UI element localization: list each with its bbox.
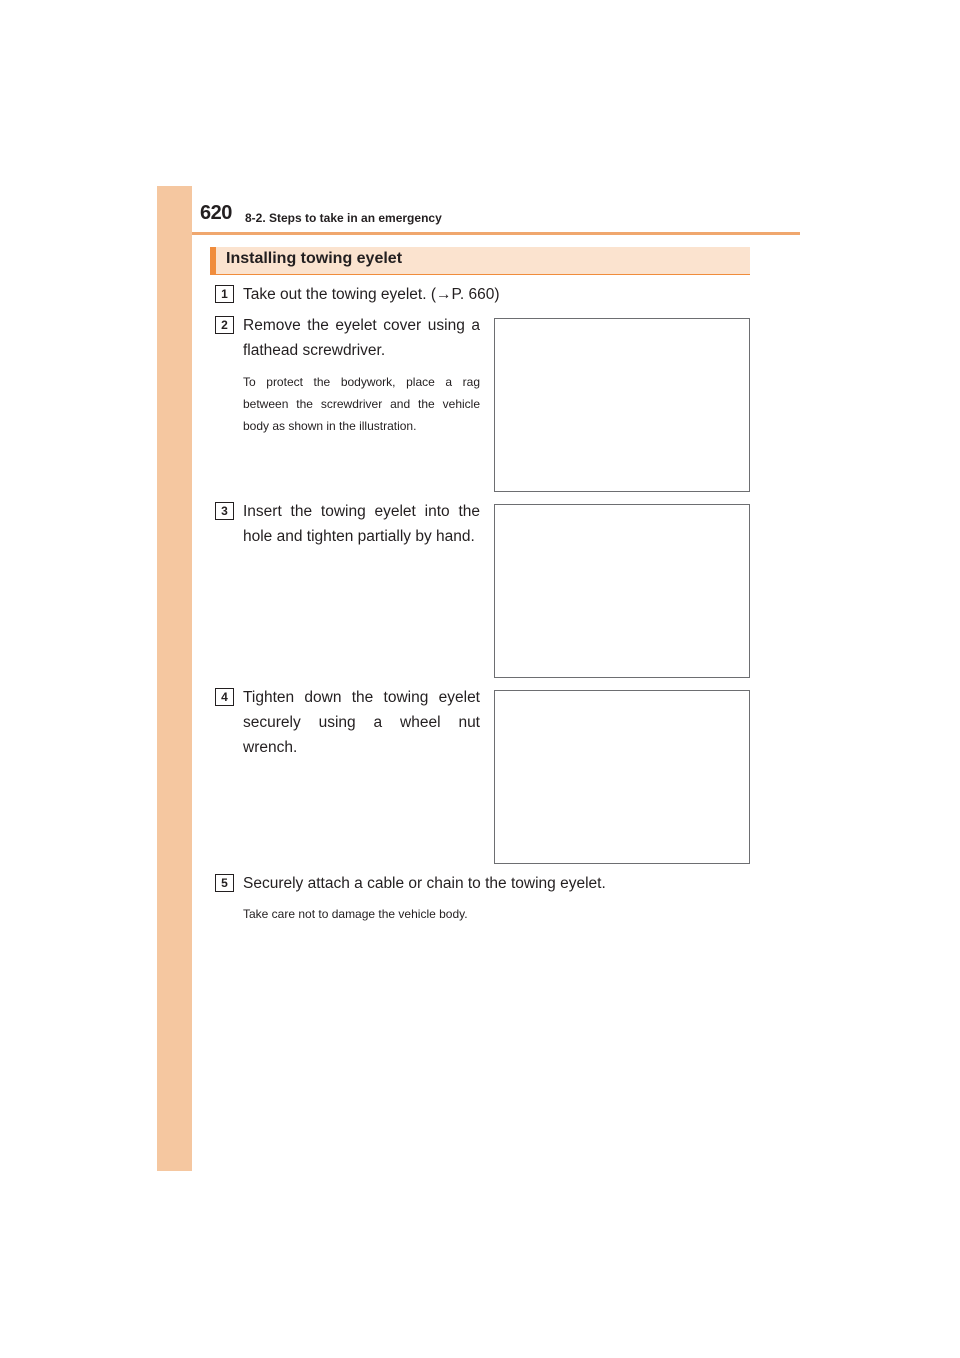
step-4-number: 4: [215, 688, 234, 706]
step-1-text: Take out the towing eyelet. (→P. 660): [243, 286, 500, 303]
step-1-number: 1: [215, 285, 234, 303]
page-number: 620: [200, 202, 232, 224]
step-2-note: To protect the bodywork, place a rag between the screwdriver and the vehicle body as shown in the illustration.: [243, 375, 480, 433]
step-3-number: 3: [215, 502, 234, 520]
step-5-note: Take care not to damage the vehicle body.: [243, 907, 468, 921]
step-3-illustration: [494, 504, 750, 678]
step-5-number: 5: [215, 874, 234, 892]
page-title: Installing towing eyelet: [226, 250, 403, 267]
step-3-text: Insert the towing eyelet into the hole and tighten partially by hand.: [243, 503, 480, 545]
step-4-illustration: [494, 690, 750, 864]
side-strip: [157, 186, 192, 1171]
step-4-text: Tighten down the towing eyelet securely using a wheel nut wrench.: [243, 689, 480, 756]
header-rule: [192, 232, 800, 235]
section-title: 8-2. Steps to take in an emergency: [245, 211, 442, 225]
step-2-text: Remove the eyelet cover using a flathead screwdriver.: [243, 317, 480, 359]
step-5-text: Securely attach a cable or chain to the towing eyelet.: [243, 875, 606, 892]
step-2-illustration: [494, 318, 750, 492]
title-bar: [210, 247, 750, 275]
step-2-number: 2: [215, 316, 234, 334]
